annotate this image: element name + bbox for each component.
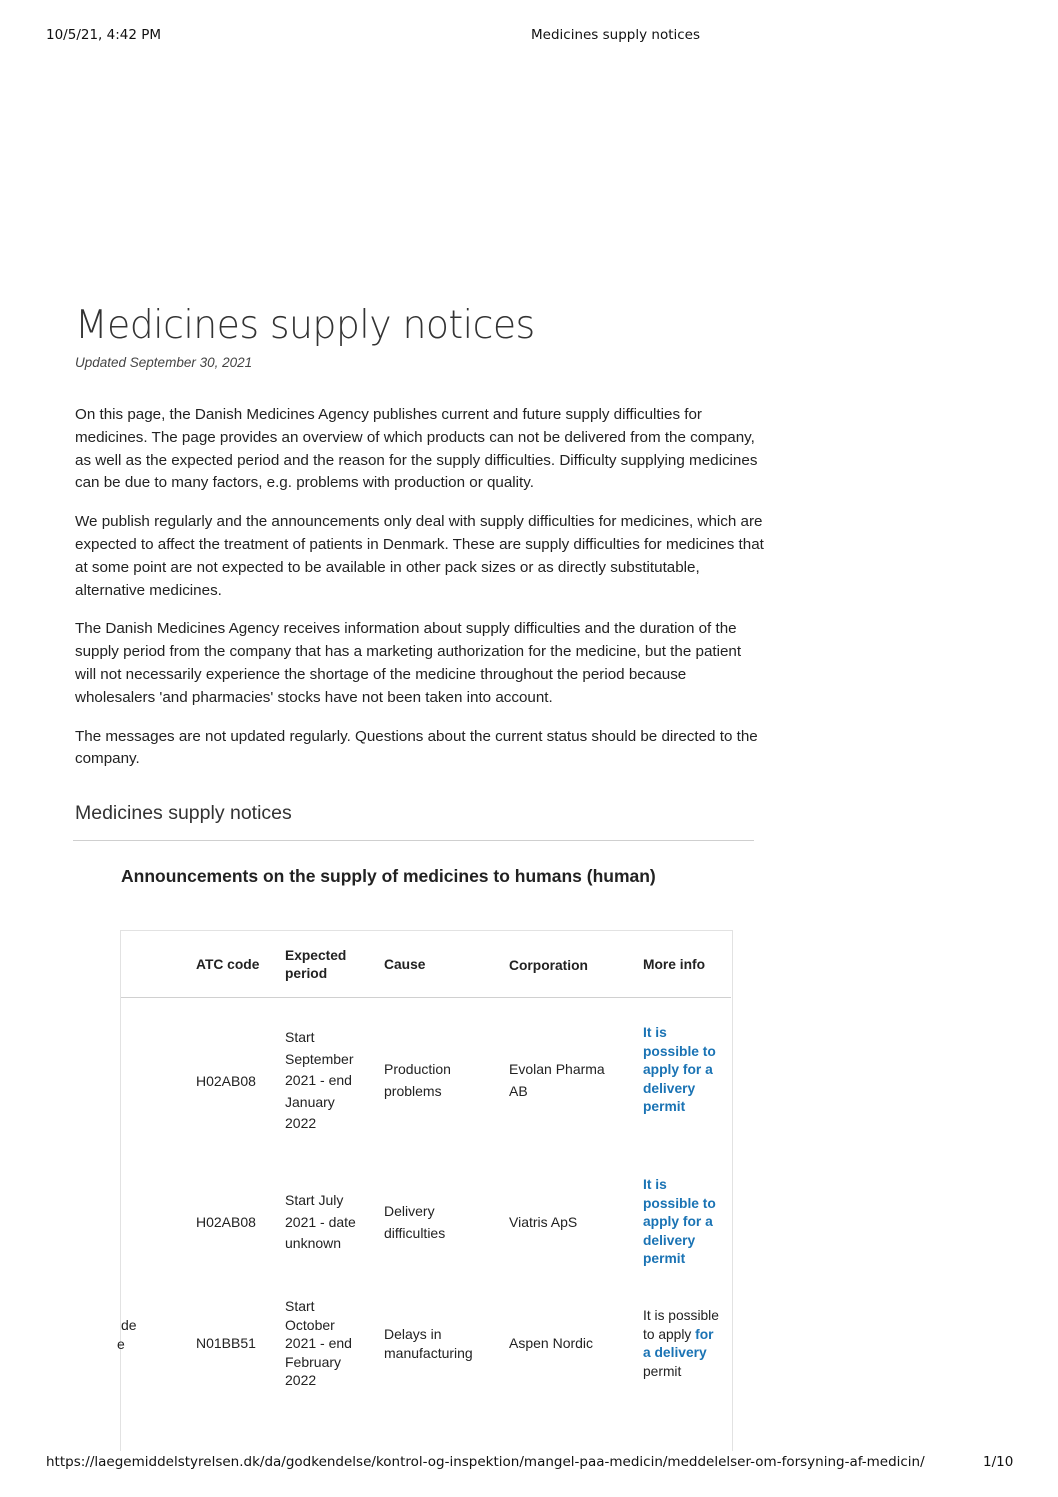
period-line: February: [285, 1353, 342, 1370]
column-header-corporation: Corporation: [509, 958, 588, 973]
corporation-line: Aspen Nordic: [509, 1335, 594, 1351]
link-line: permit: [643, 1251, 686, 1267]
period-line: 2022: [285, 1372, 317, 1389]
expected-period: [285, 1027, 353, 1135]
period-line: September: [285, 1050, 354, 1067]
print-date: 10/5/21, 4:42 PM: [46, 27, 162, 43]
period-line: unknown: [285, 1235, 342, 1252]
delivery-permit-link[interactable]: for: [695, 1326, 714, 1342]
page-url: https://laegemiddelstyrelsen.dk/da/godkendelse/kontrol-og-inspektion/mangel-paa-medicin/meddelelser-om-forsyning-af-medicin/: [46, 1454, 925, 1470]
period-line: Start: [285, 1298, 315, 1314]
column-header-period-line: Expected: [285, 948, 347, 963]
cause-line: Production: [384, 1061, 451, 1077]
intro-paragraph: On this page, the Danish Medicines Agency publishes current and future supply difficulties for medicines. The page provides an overview of which products can not be delivered from the company, as well as the expected period and the reason for the supply difficulties. Difficulty supplying medicines can be due to many factors, e.g. problems with production or quality.: [75, 406, 758, 492]
cause-line: manufacturing: [384, 1344, 473, 1361]
link-line: delivery: [643, 1232, 696, 1248]
intro-text: [75, 404, 765, 787]
link-line: It is: [643, 1025, 667, 1040]
cause-line: Delays in: [384, 1326, 442, 1342]
supply-table: [120, 930, 733, 1451]
period-line: January: [285, 1093, 335, 1110]
clipped-line: e: [117, 1335, 125, 1352]
section-heading: Medicines supply notices: [75, 802, 292, 824]
cause: [384, 1325, 473, 1362]
column-header-period-line: period: [285, 966, 328, 981]
cause-line: Delivery: [384, 1203, 435, 1219]
link-line: It is: [643, 1177, 667, 1192]
link-line: possible to: [643, 1195, 716, 1211]
column-header-atc: ATC code: [196, 957, 260, 972]
clipped-line: de: [121, 1317, 137, 1333]
print-page-title: Medicines supply notices: [531, 27, 701, 43]
clipped-product-name: [117, 1316, 141, 1353]
page-number: 1/10: [983, 1454, 1014, 1470]
info-text: permit: [643, 1363, 682, 1379]
cause: [384, 1059, 451, 1102]
column-header-more-info: More info: [643, 957, 706, 972]
corporation-line: Evolan Pharma: [509, 1061, 605, 1077]
intro-paragraph: The Danish Medicines Agency receives information about supply difficulties and the duration of the supply period from the company that has a marketing authorization for the medicine, but the patient will not necessarily experience the shortage of the medicine throughout the period because wholesalers 'and pharmacies' stocks have not been taken into account.: [75, 620, 742, 706]
corporation: [509, 1333, 593, 1355]
info-text: to apply: [643, 1326, 696, 1342]
link-line: permit: [643, 1099, 686, 1115]
section-divider: [73, 840, 754, 841]
period-line: October: [285, 1316, 335, 1333]
corporation: [509, 1059, 605, 1102]
corporation-line: Viatris ApS: [509, 1214, 578, 1230]
cause-line: problems: [384, 1082, 442, 1099]
link-line: apply for a: [643, 1214, 713, 1230]
column-header-period: [285, 947, 346, 983]
delivery-permit-link[interactable]: [643, 1024, 733, 1117]
link-line: apply for a: [643, 1062, 713, 1078]
atc-code: N01BB51: [196, 1335, 256, 1351]
expected-period: [285, 1297, 352, 1390]
atc-code: H02AB08: [196, 1214, 256, 1230]
info-line: [643, 1326, 733, 1345]
delivery-permit-link[interactable]: a delivery: [643, 1345, 707, 1361]
delivery-permit-link[interactable]: [643, 1176, 733, 1269]
cause: [384, 1201, 445, 1244]
period-line: 2022: [285, 1115, 317, 1132]
intro-paragraph: The messages are not updated regularly. Questions about the current status should be directed to the company.: [75, 727, 758, 768]
period-line: Start: [285, 1029, 315, 1045]
link-line: possible to: [643, 1043, 716, 1059]
cause-line: difficulties: [384, 1224, 446, 1241]
page-title: Medicines supply notices: [75, 303, 535, 348]
more-info: [643, 1307, 733, 1381]
info-text: It is possible: [643, 1308, 719, 1323]
updated-date: Updated September 30, 2021: [75, 355, 253, 370]
table-header-divider: [121, 997, 731, 998]
intro-paragraph: We publish regularly and the announcements only deal with supply difficulties for medicines, which are expected to affect the treatment of patients in Denmark. These are supply difficulties for medicines that at some point are not expected to be available in other pack sizes or as directly substitutable, alternative medicines.: [75, 513, 764, 599]
period-line: 2021 - end: [285, 1335, 352, 1352]
column-header-cause: Cause: [384, 957, 426, 972]
period-line: 2021 - end: [285, 1072, 352, 1089]
table-heading: Announcements on the supply of medicines to humans (human): [121, 866, 656, 886]
expected-period: [285, 1190, 356, 1255]
corporation-line: AB: [509, 1082, 528, 1099]
period-line: Start July: [285, 1192, 344, 1208]
corporation: [509, 1212, 577, 1234]
atc-code: H02AB08: [196, 1073, 256, 1089]
period-line: 2021 - date: [285, 1213, 356, 1230]
link-line: delivery: [643, 1080, 696, 1096]
